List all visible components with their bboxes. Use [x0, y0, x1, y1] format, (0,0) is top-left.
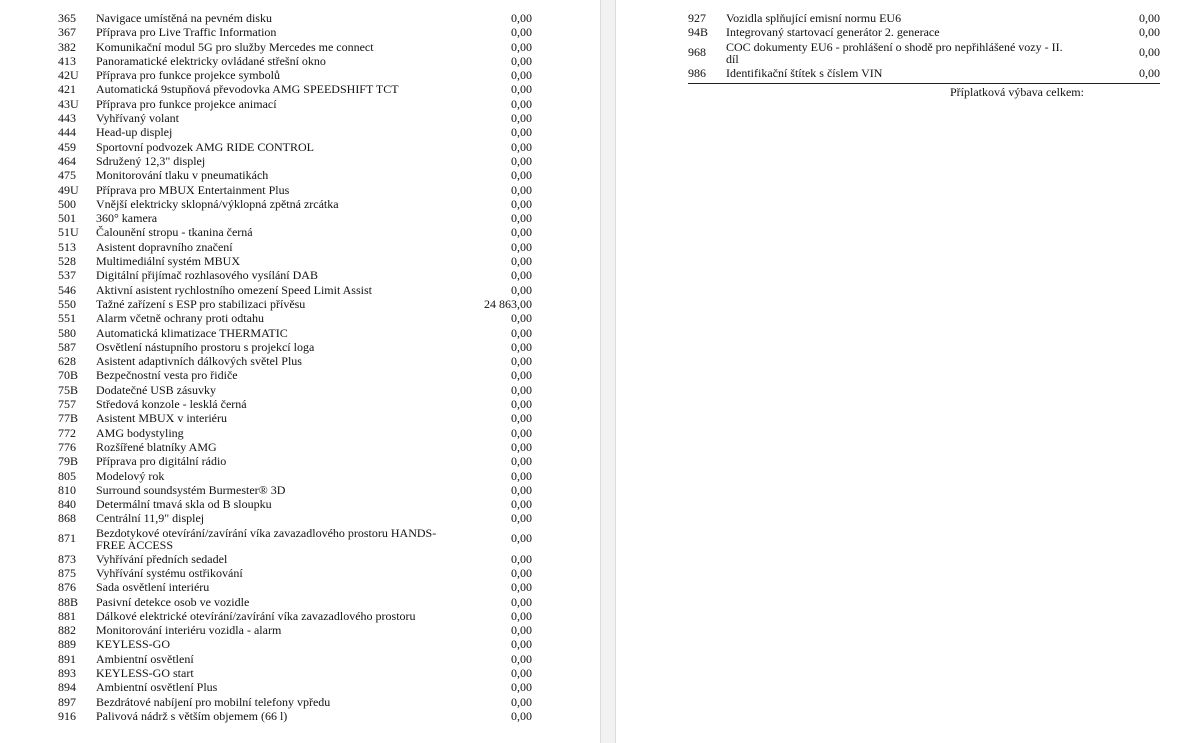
equipment-code: 75B [58, 382, 79, 397]
equipment-row [58, 82, 532, 96]
equipment-price: 0,00 [1139, 65, 1160, 80]
page-gutter [600, 0, 616, 743]
equipment-code: 550 [58, 296, 76, 311]
equipment-description: Asistent dopravního značení [96, 239, 233, 254]
equipment-price: 0,00 [1139, 11, 1160, 25]
equipment-description: Bezdrátové nabíjení pro mobilní telefony vpředu [96, 694, 331, 709]
equipment-description: Integrovaný startovací generátor 2. generace [726, 25, 940, 40]
equipment-row [58, 168, 532, 182]
equipment-row [58, 68, 532, 82]
equipment-code: 876 [58, 580, 76, 595]
equipment-row [58, 411, 532, 425]
equipment-price: 0,00 [511, 125, 532, 140]
equipment-row [58, 11, 532, 25]
equipment-code: 893 [58, 666, 76, 681]
equipment-price: 0,00 [511, 511, 532, 526]
equipment-code: 810 [58, 482, 76, 497]
equipment-list-left [58, 11, 532, 723]
equipment-code: 894 [58, 680, 76, 695]
equipment-description: Čalounění stropu - tkanina černá [96, 225, 253, 240]
equipment-price: 0,00 [511, 282, 532, 297]
equipment-row [58, 383, 532, 397]
equipment-description: Osvětlení nástupního prostoru s projekcí loga [96, 339, 315, 354]
equipment-price: 0,00 [511, 96, 532, 111]
equipment-row [58, 197, 532, 211]
equipment-price: 0,00 [511, 11, 532, 25]
equipment-description: Head-up displej [96, 125, 173, 140]
equipment-row [58, 97, 532, 111]
equipment-code: 365 [58, 11, 76, 25]
equipment-row [58, 440, 532, 454]
equipment-price: 0,00 [511, 680, 532, 695]
equipment-row [58, 326, 532, 340]
equipment-code: 897 [58, 694, 76, 709]
equipment-code: 772 [58, 425, 76, 440]
equipment-description: Monitorování interiéru vozidla - alarm [96, 623, 282, 638]
equipment-code: 528 [58, 254, 76, 269]
equipment-code: 42U [58, 68, 79, 83]
equipment-code: 776 [58, 439, 76, 454]
equipment-row [58, 497, 532, 511]
equipment-row [58, 283, 532, 297]
equipment-row [58, 183, 532, 197]
equipment-price: 0,00 [511, 354, 532, 369]
equipment-price: 0,00 [511, 694, 532, 709]
equipment-price: 0,00 [511, 551, 532, 566]
equipment-price: 0,00 [511, 637, 532, 652]
equipment-price: 0,00 [511, 239, 532, 254]
equipment-description: Surround soundsystém Burmester® 3D [96, 482, 286, 497]
equipment-row [688, 11, 1160, 25]
equipment-price: 0,00 [511, 497, 532, 512]
equipment-code: 88B [58, 594, 79, 609]
equipment-price: 0,00 [511, 468, 532, 483]
equipment-description: Pasivní detekce osob ve vozidle [96, 594, 250, 609]
equipment-row [58, 240, 532, 254]
equipment-price: 0,00 [511, 68, 532, 83]
equipment-description: Vnější elektricky sklopná/výklopná zpětná zrcátka [96, 196, 339, 211]
equipment-description: Panoramatické elektricky ovládané střešní okno [96, 53, 326, 68]
equipment-row [58, 709, 532, 723]
equipment-code: 546 [58, 282, 76, 297]
equipment-row [58, 140, 532, 154]
equipment-description: Příprava pro Live Traffic Information [96, 25, 277, 40]
equipment-code: 871 [58, 530, 76, 545]
equipment-description: Modelový rok [96, 468, 165, 483]
equipment-code: 580 [58, 325, 76, 340]
equipment-price: 0,00 [511, 225, 532, 240]
equipment-code: 421 [58, 82, 76, 97]
equipment-row [58, 154, 532, 168]
equipment-price: 0,00 [511, 594, 532, 609]
equipment-row [688, 25, 1160, 39]
equipment-code: 916 [58, 708, 76, 723]
equipment-row [58, 609, 532, 623]
equipment-code: 968 [688, 44, 706, 59]
equipment-row [58, 254, 532, 268]
equipment-description: Ambientní osvětlení Plus [96, 680, 218, 695]
equipment-code: 475 [58, 168, 76, 183]
equipment-code: 891 [58, 651, 76, 666]
equipment-row [58, 111, 532, 125]
equipment-row [58, 211, 532, 225]
equipment-code: 587 [58, 339, 76, 354]
equipment-row [58, 623, 532, 637]
equipment-description: Sada osvětlení interiéru [96, 580, 210, 595]
equipment-list-right [688, 11, 1160, 80]
equipment-row [58, 426, 532, 440]
equipment-row [58, 566, 532, 580]
equipment-description: Vyhřívaný volant [96, 111, 179, 126]
equipment-row [58, 125, 532, 139]
equipment-price: 0,00 [511, 311, 532, 326]
equipment-code: 500 [58, 196, 76, 211]
equipment-description: Sportovní podvozek AMG RIDE CONTROL [96, 139, 314, 154]
equipment-code: 889 [58, 637, 76, 652]
equipment-code: 43U [58, 96, 79, 111]
equipment-row [58, 695, 532, 709]
equipment-description: Multimediální systém MBUX [96, 254, 240, 269]
equipment-description: Tažné zařízení s ESP pro stabilizaci přívěsu [96, 296, 306, 311]
equipment-description: Sdružený 12,3" displej [96, 153, 206, 168]
equipment-code: 881 [58, 608, 76, 623]
equipment-price: 0,00 [511, 565, 532, 580]
equipment-price: 0,00 [511, 182, 532, 197]
equipment-price: 0,00 [511, 82, 532, 97]
equipment-code: 49U [58, 182, 79, 197]
equipment-code: 551 [58, 311, 76, 326]
equipment-description: Dálkové elektrické otevírání/zavírání víka zavazadlového prostoru [96, 608, 416, 623]
equipment-price: 0,00 [511, 439, 532, 454]
equipment-row [58, 40, 532, 54]
equipment-code: 537 [58, 268, 76, 283]
equipment-description: Ambientní osvětlení [96, 651, 194, 666]
equipment-code: 501 [58, 211, 76, 226]
equipment-code: 868 [58, 511, 76, 526]
equipment-code: 77B [58, 411, 79, 426]
equipment-code: 79B [58, 454, 79, 469]
equipment-row [58, 680, 532, 694]
equipment-row [58, 580, 532, 594]
equipment-code: 873 [58, 551, 76, 566]
equipment-row [58, 397, 532, 411]
equipment-price: 0,00 [511, 382, 532, 397]
equipment-row [688, 40, 1160, 66]
equipment-description: Aktivní asistent rychlostního omezení Speed Limit Assist [96, 282, 372, 297]
equipment-price: 0,00 [511, 411, 532, 426]
equipment-description: Automatická 9stupňová převodovka AMG SPEEDSHIFT TCT [96, 82, 399, 97]
equipment-description: KEYLESS-GO start [96, 666, 194, 681]
equipment-row [58, 666, 532, 680]
equipment-description: Rozšířené blatníky AMG [96, 439, 217, 454]
equipment-code: 628 [58, 354, 76, 369]
equipment-price: 0,00 [1139, 44, 1160, 59]
equipment-row [58, 637, 532, 651]
equipment-price: 0,00 [511, 196, 532, 211]
equipment-price: 0,00 [511, 211, 532, 226]
equipment-description: Monitorování tlaku v pneumatikách [96, 168, 269, 183]
equipment-description: Příprava pro MBUX Entertainment Plus [96, 182, 290, 197]
equipment-description: Alarm včetně ochrany proti odtahu [96, 311, 264, 326]
equipment-description: COC dokumenty EU6 - prohlášení o shodě pro nepřihlášené vozy - II. díl [726, 39, 1063, 67]
total-separator-line [688, 83, 1160, 84]
equipment-description: Bezdotykové otevírání/zavírání víka zavazadlového prostoru HANDS-FREE ACCESS [96, 525, 437, 553]
equipment-code: 367 [58, 25, 76, 40]
equipment-row [58, 552, 532, 566]
equipment-row [58, 297, 532, 311]
equipment-description: Vyhřívání předních sedadel [96, 551, 228, 566]
equipment-row [58, 526, 532, 552]
equipment-code: 382 [58, 39, 76, 54]
equipment-row [58, 454, 532, 468]
equipment-price: 0,00 [511, 425, 532, 440]
equipment-row [58, 25, 532, 39]
equipment-price: 0,00 [511, 25, 532, 40]
optional-equipment-total-label: Příplatková výbava celkem: [950, 85, 1084, 99]
equipment-row [688, 66, 1160, 80]
document-page-right [616, 0, 1200, 743]
equipment-description: KEYLESS-GO [96, 637, 170, 652]
equipment-description: Vyhřívání systému ostřikování [96, 565, 243, 580]
equipment-price: 0,00 [511, 325, 532, 340]
equipment-description: Komunikační modul 5G pro služby Mercedes me connect [96, 39, 374, 54]
equipment-code: 51U [58, 225, 79, 240]
equipment-row [58, 225, 532, 239]
equipment-description: Středová konzole - lesklá černá [96, 397, 247, 412]
equipment-price: 0,00 [511, 111, 532, 126]
equipment-description: Příprava pro funkce projekce symbolů [96, 68, 280, 83]
equipment-description: AMG bodystyling [96, 425, 184, 440]
equipment-row [58, 354, 532, 368]
equipment-code: 459 [58, 139, 76, 154]
equipment-code: 413 [58, 53, 76, 68]
equipment-price: 0,00 [511, 623, 532, 638]
equipment-description: Navigace umístěná na pevném disku [96, 11, 272, 25]
equipment-description: Palivová nádrž s větším objemem (66 l) [96, 708, 288, 723]
equipment-price: 0,00 [511, 139, 532, 154]
equipment-price: 0,00 [511, 666, 532, 681]
equipment-description: Determální tmavá skla od B sloupku [96, 497, 272, 512]
equipment-description: Identifikační štítek s číslem VIN [726, 65, 883, 80]
equipment-row [58, 469, 532, 483]
equipment-price: 0,00 [511, 397, 532, 412]
equipment-row [58, 54, 532, 68]
equipment-code: 757 [58, 397, 76, 412]
equipment-description: Asistent adaptivních dálkových světel Plus [96, 354, 302, 369]
equipment-row [58, 652, 532, 666]
equipment-row [58, 511, 532, 525]
equipment-price: 0,00 [511, 580, 532, 595]
equipment-price: 0,00 [511, 708, 532, 723]
equipment-description: Příprava pro digitální rádio [96, 454, 227, 469]
equipment-row [58, 368, 532, 382]
equipment-price: 0,00 [511, 368, 532, 383]
equipment-row [58, 595, 532, 609]
equipment-code: 986 [688, 65, 706, 80]
equipment-row [58, 483, 532, 497]
equipment-price: 0,00 [511, 254, 532, 269]
equipment-code: 840 [58, 497, 76, 512]
equipment-description: Automatická klimatizace THERMATIC [96, 325, 288, 340]
equipment-row [58, 340, 532, 354]
equipment-row [58, 268, 532, 282]
equipment-code: 94B [688, 25, 709, 40]
equipment-description: 360° kamera [96, 211, 158, 226]
equipment-price: 0,00 [511, 530, 532, 545]
equipment-code: 875 [58, 565, 76, 580]
equipment-code: 805 [58, 468, 76, 483]
equipment-description: Dodatečné USB zásuvky [96, 382, 216, 397]
equipment-code: 882 [58, 623, 76, 638]
equipment-price: 0,00 [511, 651, 532, 666]
equipment-row [58, 311, 532, 325]
equipment-price: 0,00 [511, 482, 532, 497]
equipment-description: Příprava pro funkce projekce animací [96, 96, 277, 111]
equipment-description: Asistent MBUX v interiéru [96, 411, 227, 426]
equipment-description: Bezpečnostní vesta pro řidiče [96, 368, 238, 383]
equipment-code: 927 [688, 11, 706, 25]
equipment-price: 0,00 [511, 454, 532, 469]
equipment-price: 0,00 [511, 53, 532, 68]
equipment-price: 0,00 [511, 168, 532, 183]
equipment-price: 0,00 [511, 608, 532, 623]
equipment-price: 0,00 [511, 339, 532, 354]
equipment-code: 70B [58, 368, 79, 383]
equipment-description: Vozidla splňující emisní normu EU6 [726, 11, 902, 25]
equipment-description: Centrální 11,9" displej [96, 511, 205, 526]
equipment-code: 444 [58, 125, 76, 140]
equipment-price: 0,00 [1139, 25, 1160, 40]
equipment-description: Digitální přijímač rozhlasového vysílání DAB [96, 268, 318, 283]
equipment-code: 464 [58, 153, 76, 168]
equipment-price: 24 863,00 [484, 296, 532, 311]
equipment-code: 443 [58, 111, 76, 126]
equipment-code: 513 [58, 239, 76, 254]
equipment-price: 0,00 [511, 153, 532, 168]
equipment-price: 0,00 [511, 39, 532, 54]
equipment-price: 0,00 [511, 268, 532, 283]
